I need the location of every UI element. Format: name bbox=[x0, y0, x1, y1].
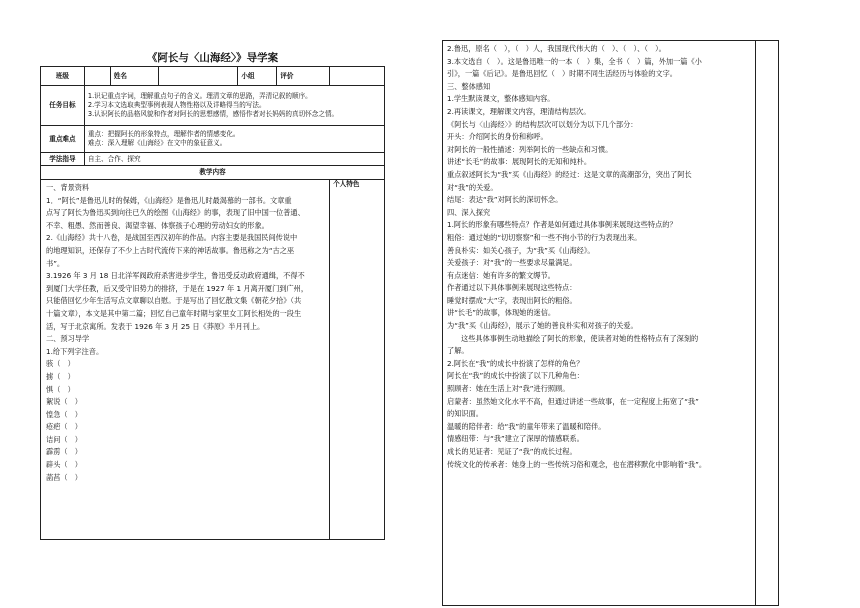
eval-field bbox=[330, 67, 385, 86]
goals-label: 任务目标 bbox=[41, 86, 85, 126]
key-point-item: 重点：把握阿长的形象特点，理解作者的情感变化。 bbox=[87, 130, 240, 138]
body-line: 1.阿长的形象有哪些特点？作者是如何通过具体事例来展现这些特点的？ bbox=[447, 220, 677, 230]
lesson-plan-table bbox=[40, 66, 385, 540]
body-line: 对“我”的关爱。 bbox=[447, 182, 498, 192]
body-line: 的地理知识，还保存了不少上古时代流传下来的神话故事。鲁迅称之为“古之巫 bbox=[46, 245, 295, 255]
body-line: 《阿长与〈山海经〉》的结构层次可以划分为以下几个部分： bbox=[447, 119, 638, 129]
body-line: 的知识面。 bbox=[447, 409, 483, 419]
body-line: 讲“长毛”的故事，体现她的迷信。 bbox=[447, 308, 556, 318]
body-line: 善良朴实：如关心孩子，为“我”买《山海经》。 bbox=[447, 245, 595, 255]
continuation-table bbox=[442, 40, 779, 606]
eval-label: 评价 bbox=[277, 67, 330, 86]
pinyin-item: 疮疤（ ） bbox=[46, 422, 82, 432]
class-field bbox=[84, 67, 110, 86]
goal-item: 2.学习本文选取典型事例表现人物性格以及详略得当的写法。 bbox=[87, 101, 266, 109]
body-line: 作者通过以下具体事例来展现这些特点： bbox=[447, 283, 577, 293]
body-line: 开头：介绍阿长的身份和称呼。 bbox=[447, 132, 548, 142]
key-points-row bbox=[41, 126, 385, 153]
key-points-label: 重点难点 bbox=[41, 126, 85, 153]
name-label: 姓名 bbox=[110, 67, 158, 86]
body-line: 3.1926 年 3 月 18 日北洋军阀政府杀害进步学生，鲁迅受反动政府通缉，不得不 bbox=[46, 271, 305, 281]
body-line: 1.给下列字注音。 bbox=[46, 346, 104, 356]
body-line: 只能借回忆少年生活写点文章聊以自慰。于是写出了回忆散文集《朝花夕拾》（共 bbox=[46, 296, 302, 306]
method-row bbox=[41, 153, 385, 166]
header-row bbox=[41, 67, 385, 86]
continuation-body-cell bbox=[443, 41, 756, 606]
section-heading: 四、深入探究 bbox=[447, 207, 491, 217]
body-line: 重点叙述阿长为“我”买《山海经》的经过：这是文章的高潮部分，突出了阿长 bbox=[447, 169, 692, 179]
body-line: 1.学生默读课文，整体感知内容。 bbox=[447, 94, 555, 104]
body-line: 1．“阿长”是鲁迅儿时的保姆，《山海经》是鲁迅儿时最渴慕的一部书。文章重 bbox=[46, 195, 292, 205]
body-line: 2.鲁迅，原名（ ），（ ）人，我国现代伟大的（ ）、（ ）、（ ）。 bbox=[447, 44, 666, 53]
body-line: 照顾者：她在生活上对“我”进行照顾。 bbox=[447, 384, 570, 394]
body-line: 3.本文选自（ ）。这是鲁迅唯一的一本（ ）集，全书（ ）篇，外加一篇《小 bbox=[447, 56, 702, 66]
body-line: 2.再读课文，理解课文内容，理清结构层次。 bbox=[447, 106, 591, 116]
pinyin-item: 霹雳（ ） bbox=[46, 447, 82, 457]
teaching-body-cell bbox=[41, 180, 330, 540]
goals-cell bbox=[84, 86, 384, 126]
goals-row bbox=[41, 86, 385, 126]
pinyin-item: 惧（ ） bbox=[46, 384, 75, 394]
body-line: 启蒙者：虽然她文化水平不高，但通过讲述一些故事，在一定程度上拓宽了“我” bbox=[447, 396, 699, 406]
teaching-header-row bbox=[41, 166, 385, 180]
body-line: 活，写于北京寓所。发表于 1926 年 3 月 25 日《莽原》半月刊上。 bbox=[46, 321, 265, 331]
body-line: 十篇文章），本文是其中第二篇；回忆自己童年时期与家里女工阿长相处的一段生 bbox=[46, 308, 302, 318]
body-line: 对阿长的一般性描述：列举阿长的一些缺点和习惯。 bbox=[447, 144, 613, 154]
goal-item: 3.认识阿长的品格风貌和作者对阿长的思想感情，感悟作者对长妈妈的真切怀念之情。 bbox=[87, 110, 339, 118]
body-line: 结尾：表达“我”对阿长的深切怀念。 bbox=[447, 195, 563, 205]
body-line: 书”。 bbox=[46, 258, 65, 268]
body-line: 关爱孩子：对“我”的一些要求尽量满足。 bbox=[447, 258, 577, 268]
pinyin-item: 骇（ ） bbox=[46, 359, 75, 369]
body-line: 点写了阿长为鲁迅买到向往已久的绘图《山海经》的事，表现了旧中国一位普通、 bbox=[46, 208, 305, 218]
pinyin-item: 诘问（ ） bbox=[46, 434, 82, 444]
pinyin-item: 辟头（ ） bbox=[46, 460, 82, 470]
pinyin-item: 掳（ ） bbox=[46, 371, 75, 381]
teaching-body-row bbox=[41, 180, 385, 540]
method-cell: 自主、合作、探究 bbox=[84, 153, 384, 166]
body-line: 引》，一篇《后记》。是鲁迅回忆（ ）时期不同生活经历与体验的文字。 bbox=[447, 69, 677, 79]
body-line: 情感纽带：与“我”建立了深厚的情感联系。 bbox=[447, 434, 584, 444]
body-line: 有点迷信：她有许多的繁文缛节。 bbox=[447, 270, 555, 280]
pinyin-item: 絮说（ ） bbox=[46, 397, 82, 407]
body-line: 成长的见证者：见证了“我”的成长过程。 bbox=[447, 447, 577, 456]
goal-item: 1.识记重点字词，理解重点句子的含义。理清文章的思路，弄清记叙的顺序。 bbox=[87, 92, 312, 100]
body-line: 到厦门大学任教，后又受守旧势力的排挤，于是在 1927 年 1 月离开厦门到广州， bbox=[46, 283, 309, 293]
key-points-cell bbox=[84, 126, 384, 153]
body-line: 一、背景资料 bbox=[46, 183, 90, 192]
body-line: 为“我”买《山海经》，展示了她的善良朴实和对孩子的关爱。 bbox=[447, 321, 638, 331]
name-field bbox=[158, 67, 238, 86]
body-line: 2.《山海经》共十八卷，是战国至西汉初年的作品。内容主要是我国民间传说中 bbox=[46, 233, 298, 243]
body-line: 2.阿长在“我”的成长中扮演了怎样的角色？ bbox=[447, 358, 584, 368]
body-line: 睡觉时摆成“大”字，表现出阿长的粗俗。 bbox=[447, 295, 577, 305]
body-line: 传统文化的传承者：她身上的一些传统习俗和观念，也在潜移默化中影响着“我”。 bbox=[447, 459, 707, 469]
document-title: 《阿长与〈山海经〉》导学案 bbox=[146, 52, 279, 64]
body-line: 温暖的陪伴者：给“我”的童年带来了温暖和陪伴。 bbox=[447, 421, 606, 431]
body-line: 不幸、粗愚、然而善良、渴望幸福、体察孩子心理的劳动妇女的形象。 bbox=[46, 220, 269, 230]
personal-feature-column bbox=[756, 41, 779, 606]
method-label: 学法指导 bbox=[41, 153, 85, 166]
group-label: 小组 bbox=[238, 67, 277, 86]
body-line: 阿长在“我”的成长中扮演了以下几种角色： bbox=[447, 371, 584, 381]
body-line: 粗俗：通过她的“切切察察”和一些不拘小节的行为表现出来。 bbox=[447, 232, 642, 242]
pinyin-item: 菡萏（ ） bbox=[46, 472, 82, 482]
body-line: 二、预习导学 bbox=[46, 334, 90, 344]
section-heading: 三、整体感知 bbox=[447, 81, 491, 91]
teaching-content-label: 教学内容 bbox=[41, 166, 385, 180]
body-line: 这些具体事例生动地描绘了阿长的形象，使读者对她的性格特点有了深刻的 bbox=[461, 333, 699, 343]
class-label: 班级 bbox=[41, 67, 85, 86]
personal-feature-label: 个人特色 bbox=[330, 180, 385, 540]
body-line: 了解。 bbox=[447, 346, 469, 356]
body-line: 讲述“长毛”的故事：展现阿长的无知和纯朴。 bbox=[447, 157, 592, 167]
pinyin-item: 惶急（ ） bbox=[46, 409, 82, 419]
key-point-item: 难点：深入理解《山海经》在文中的象征意义。 bbox=[87, 139, 227, 147]
